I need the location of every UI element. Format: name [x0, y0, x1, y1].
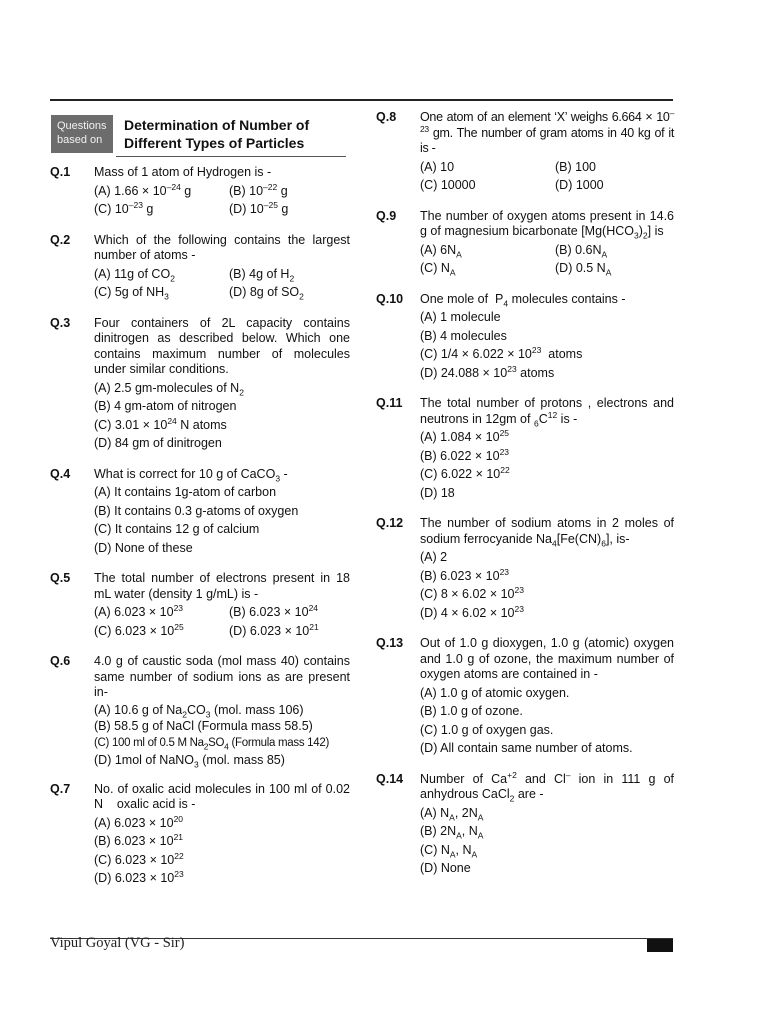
option-a: (A) 2.5 gm-molecules of $N_2$: [94, 380, 244, 397]
option-b: (B) $2N_A$, $N_A$: [420, 824, 484, 841]
badge-line-2: based on: [57, 134, 103, 146]
question-5: [50, 571, 350, 640]
option-d: (D) $10^{-25}$ g: [229, 199, 289, 216]
option-c: (C) $6.023 \times 10^{22}$: [94, 850, 184, 867]
question-8: [376, 107, 674, 195]
question-12: [376, 516, 674, 622]
question-3: [50, 316, 350, 453]
question-number: Q.1: [50, 165, 71, 179]
option-a: (A) 11g of $CO_2$: [94, 266, 175, 283]
right-column: [376, 107, 674, 892]
option-d: (D) $4 \times 6.02 \times 10^{23}$: [420, 603, 524, 620]
question-number: Q.9: [376, 208, 397, 223]
option-c: (C) 1.0 g of oxygen gas.: [420, 722, 554, 737]
question-text: One atom of an element ‘X’ weighs $6.664 \times 10^{-23}$ gm. The number of gram atoms in 40 kg of it is -: [420, 107, 674, 155]
option-b: (B) 4 gm-atom of nitrogen: [94, 399, 237, 413]
option-b: (B) 58.5 g of NaCl (Formula mass 58.5): [94, 718, 313, 733]
option-c: (C) 5g of $NH_3$: [94, 285, 169, 302]
question-number: Q.7: [50, 781, 71, 796]
option-b: (B) $0.6N_A$: [555, 242, 608, 259]
option-d: (D) 18: [420, 485, 455, 500]
option-d: (D) $24.088 \times 10^{23}$ atoms: [420, 363, 555, 380]
option-b: (B) $6.022 \times 10^{23}$: [420, 446, 510, 463]
question-number: Q.10: [376, 291, 404, 306]
question-13: [376, 636, 674, 758]
option-a: (A) 1 molecule: [420, 310, 501, 324]
option-a: (A) 1.0 g of atomic oxygen.: [420, 685, 570, 700]
question-9: [376, 209, 674, 278]
option-c: (C) It contains 12 g of calcium: [94, 522, 260, 536]
option-b: (B) 4g of $H_2$: [229, 266, 295, 283]
option-d: (D) $6.023 \times 10^{21}$: [229, 621, 319, 638]
question-text: No. of oxalic acid molecules in 100 ml of 0.02 N oxalic acid is -: [94, 781, 354, 811]
section-title-line-1: Determination of Number of: [124, 117, 310, 133]
question-text: Mass of 1 atom of Hydrogen is -: [94, 165, 272, 179]
option-a: (A) 2: [420, 550, 448, 564]
option-c: (C) $1/4 \times 6.022 \times 10^{23}$ atoms: [420, 344, 583, 361]
option-b: (B) 4 molecules: [420, 328, 507, 343]
question-number: Q.8: [376, 110, 397, 124]
question-text: The number of oxygen atoms present in 14.6 g of magnesium bicarbonate $[Mg(HCO_3)_2]$ is: [420, 208, 674, 241]
question-number: Q.12: [376, 516, 404, 530]
question-4: [50, 467, 350, 558]
left-column: [50, 110, 354, 902]
option-d: (D) 0.5 $N_A$: [555, 261, 612, 278]
options: [94, 265, 350, 302]
option-b: (B) $10^{-22}$ g: [229, 181, 288, 198]
option-d: (D) 1mol of NaNO$_3$ (mol. mass 85): [94, 752, 285, 769]
option-b: (B) $6.023 \times 10^{23}$: [420, 566, 510, 583]
badge-line-1: Questions: [57, 120, 107, 132]
question-number: Q.13: [376, 636, 404, 650]
question-number: Q.6: [50, 654, 71, 668]
options: [420, 158, 674, 195]
question-text: The total number of protons , electrons and neutrons in 12gm of $_6C^{12}$ is -: [420, 396, 674, 428]
option-a: (A) It contains 1g-atom of carbon: [94, 485, 277, 499]
question-text: One mole of $P_4$ molecules contains -: [420, 291, 626, 308]
question-number: Q.14: [376, 771, 404, 786]
option-d: (D) None of these: [94, 540, 193, 555]
option-c: (C) $8 \times 6.02 \times 10^{23}$: [420, 584, 524, 601]
option-d: (D) All contain same number of atoms.: [420, 741, 633, 755]
question-1: [50, 165, 350, 219]
question-number: Q.5: [50, 571, 71, 585]
question-14: [376, 769, 674, 878]
top-rule: [50, 99, 673, 101]
option-a: (A) 10.6 g of $Na_2CO_3$ (mol. mass 106): [94, 702, 304, 719]
question-11: [376, 396, 674, 502]
option-c: (C) $N_A$, $N_A$: [420, 842, 478, 859]
option-d: (D) 1000: [555, 178, 604, 192]
question-text: Out of 1.0 g dioxygen, 1.0 g (atomic) oxygen and 1.0 g of ozone, the maximum number of oxygen atoms are contained in -: [420, 636, 674, 681]
option-a: (A) $6.023 \times 10^{23}$: [94, 602, 184, 619]
question-text: The number of sodium atoms in 2 moles of sodium ferrocyanide $Na_4[Fe(CN)_6]$, is-: [420, 516, 674, 548]
option-b: (B) $6.023 \times 10^{24}$: [229, 602, 319, 619]
section-header: [50, 110, 350, 157]
question-text: What is correct for 10 g of CaCO$_3$ -: [94, 466, 288, 483]
option-a: (A) $1.66 \times 10^{-24}$ g: [94, 181, 192, 198]
option-a: (A) $6.023 \times 10^{20}$: [94, 813, 184, 830]
section-title-line-2: Different Types of Particles: [124, 135, 305, 151]
option-b: (B) $6.023 \times 10^{21}$: [94, 831, 184, 848]
question-number: Q.3: [50, 315, 71, 330]
section-title: [124, 116, 309, 152]
option-d: (D) $6.023 \times 10^{23}$: [94, 868, 184, 885]
option-d: (D) 8g of $SO_2$: [229, 285, 304, 302]
question-text: Four containers of 2L capacity contains dinitrogen as described below. Which one contains maximum number of molecules under similar conditions.: [94, 315, 350, 376]
question-text: 4.0 g of caustic soda (mol mass 40) contains same number of sodium ions as are present in-: [94, 654, 350, 699]
option-c: (C) $3.01 \times 10^{24}$ N atoms: [94, 415, 227, 432]
option-c: (C) 10000: [420, 178, 476, 192]
option-a: (A) $N_A$, $2N_A$: [420, 805, 484, 822]
footer-author: Vipul Goyal (VG - Sir): [50, 935, 185, 951]
page-number-block: [647, 939, 673, 952]
option-b: (B) 100: [555, 159, 596, 174]
options: [94, 182, 350, 219]
option-a: (A) $1.084 \times 10^{25}$: [420, 427, 510, 444]
option-c: (C) $6.023 \times 10^{25}$: [94, 621, 184, 638]
question-text: The total number of electrons present in 18 mL water (density 1 g/mL) is -: [94, 571, 350, 601]
section-title-underline: [116, 156, 346, 157]
question-7: [50, 781, 354, 888]
question-number: Q.11: [376, 396, 403, 410]
option-d: (D) None: [420, 861, 471, 875]
question-number: Q.2: [50, 232, 71, 247]
option-a: (A) $6N_A$: [420, 242, 462, 259]
question-10: [376, 292, 674, 383]
question-text: Number of $Ca^{+2}$ and Cl– ion in 111 g of anhydrous CaCl$_2$ are -: [420, 769, 674, 804]
option-c: (C) $10^{-23}$ g: [94, 199, 154, 216]
option-a: (A) 10: [420, 159, 455, 174]
option-c: (C) $N_A$: [420, 261, 456, 278]
option-c: (C) 100 ml of 0.5 M $Na_2SO_4$ (Formula mass 142): [94, 736, 329, 751]
question-6: [50, 654, 350, 768]
options: [420, 241, 674, 278]
option-b: (B) 1.0 g of ozone.: [420, 704, 523, 718]
options: [94, 603, 350, 640]
option-b: (B) It contains 0.3 g-atoms of oxygen: [94, 503, 299, 518]
question-2: [50, 233, 350, 302]
question-text: Which of the following contains the largest number of atoms -: [94, 232, 350, 262]
option-c: (C) $6.022 \times 10^{22}$: [420, 464, 510, 481]
option-d: (D) 84 gm of dinitrogen: [94, 436, 222, 450]
section-badge: [51, 115, 113, 153]
question-number: Q.4: [50, 466, 71, 481]
